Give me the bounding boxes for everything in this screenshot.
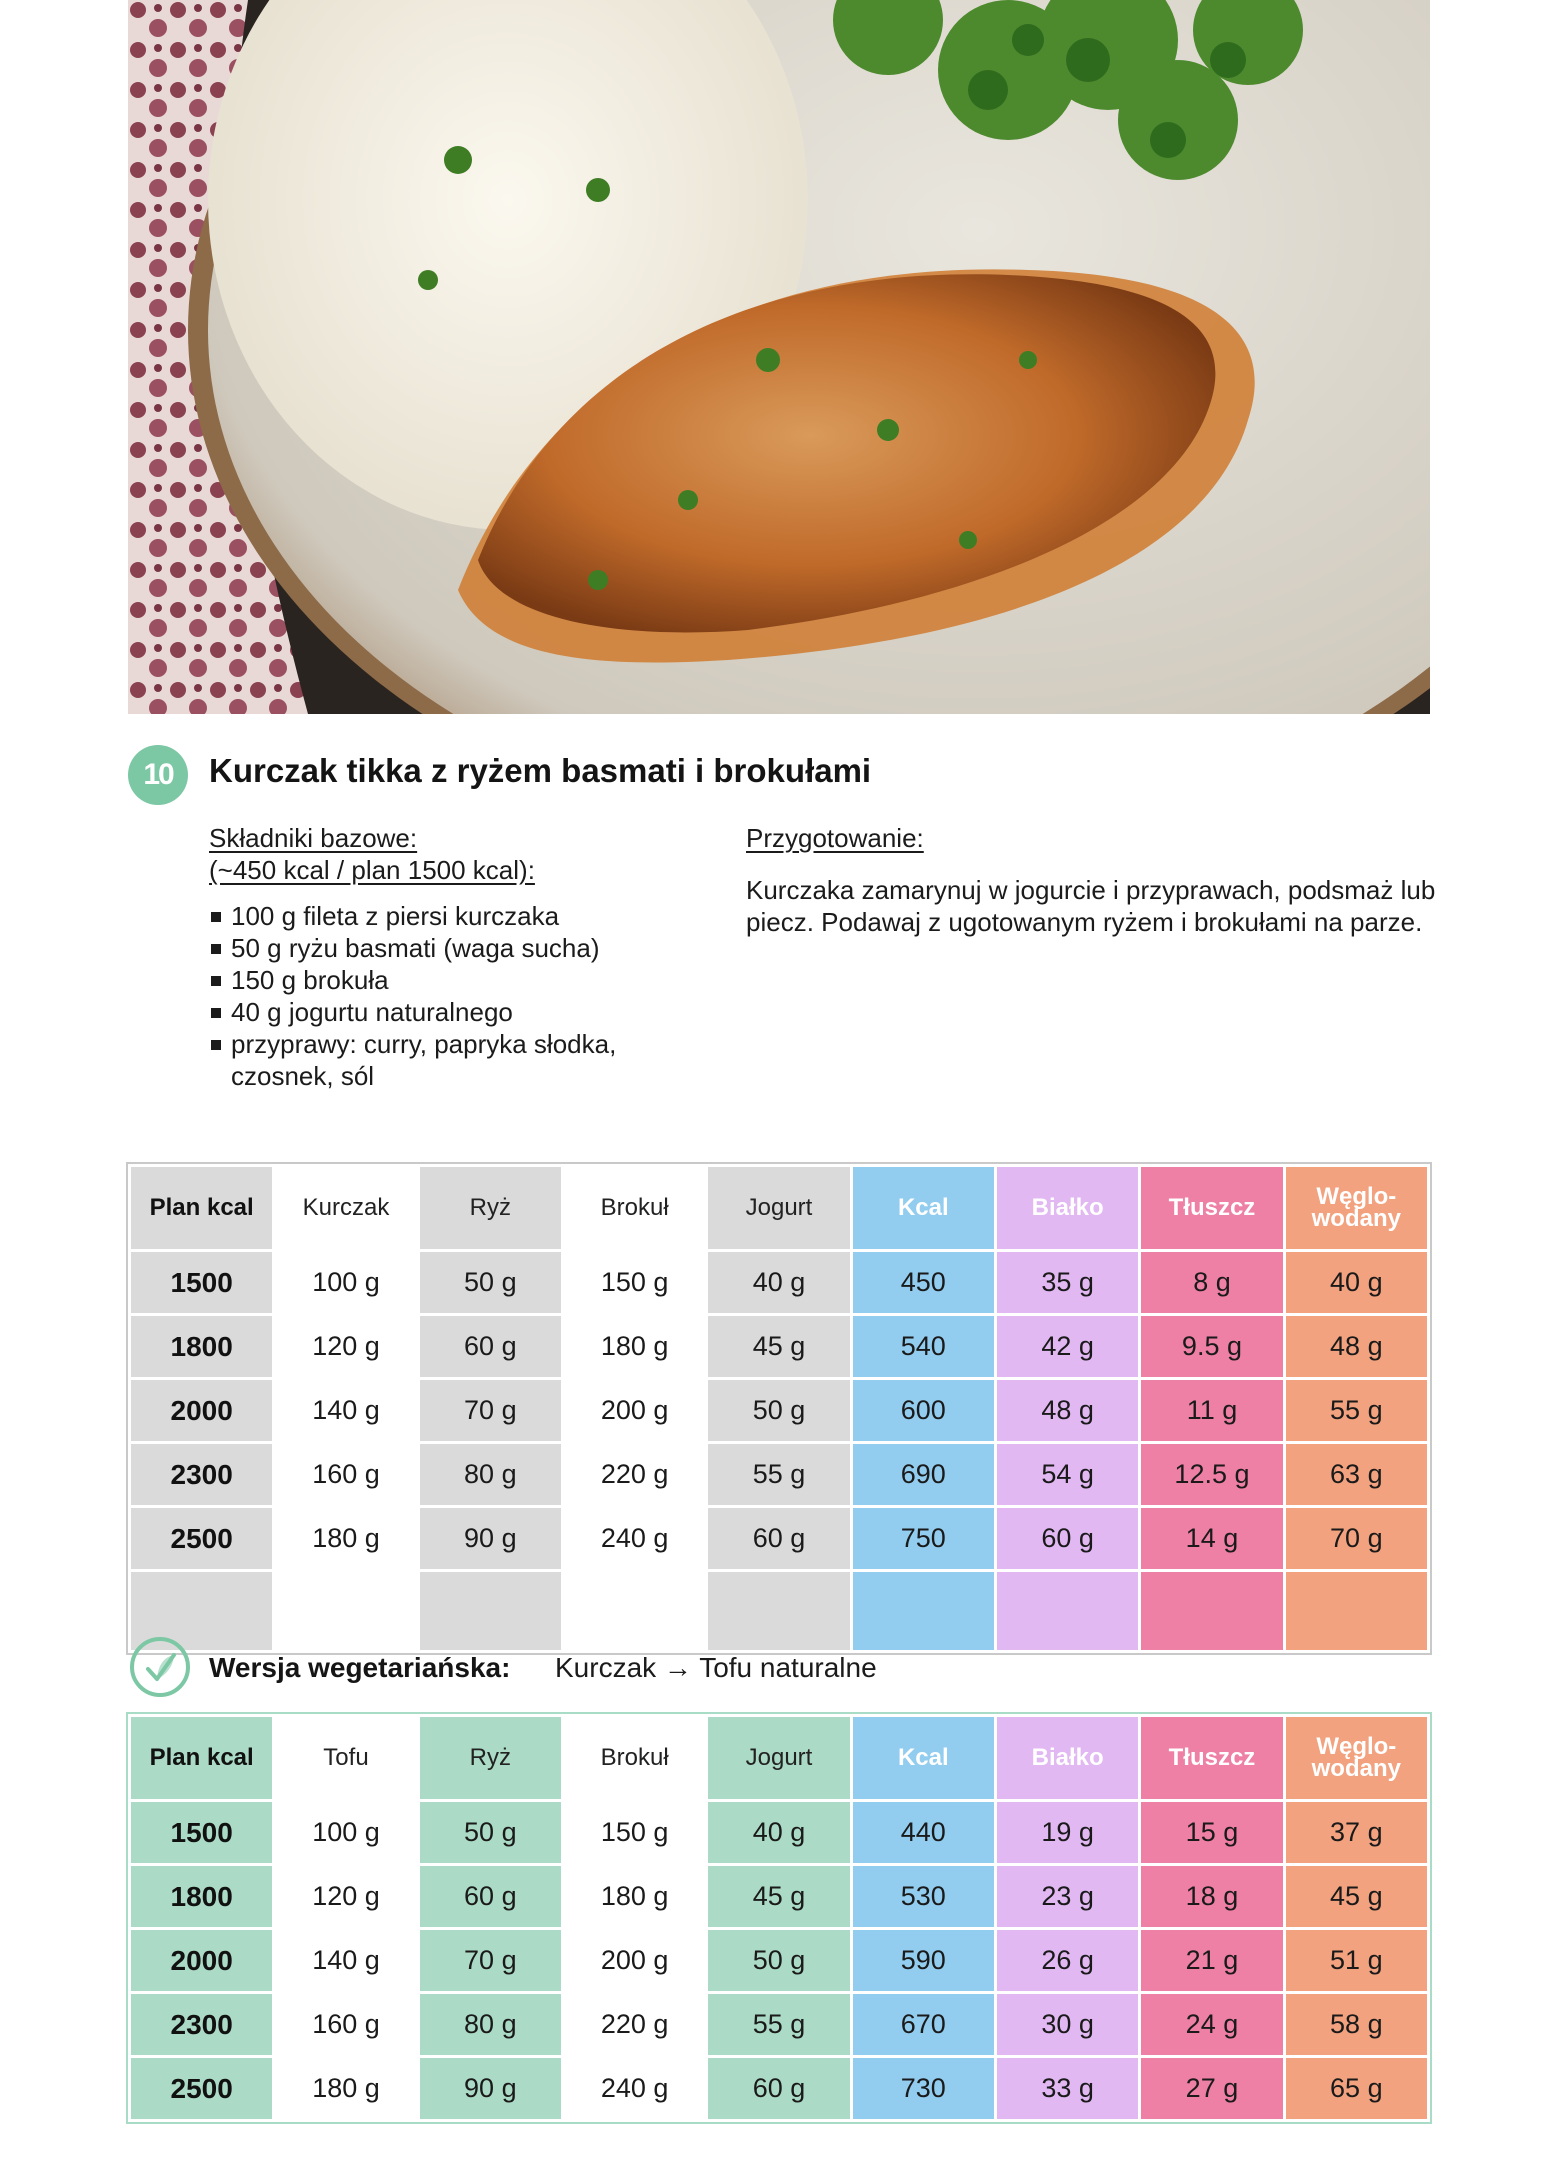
header-chicken: Kurczak (274, 1166, 418, 1251)
fat-cell: 21 g (1140, 1929, 1284, 1993)
carbs-cell: 45 g (1284, 1865, 1428, 1929)
header-protein: Białko (995, 1716, 1139, 1801)
protein-cell: 26 g (995, 1929, 1139, 1993)
header-rice: Ryż (418, 1166, 562, 1251)
chicken-tikka-plate-image (128, 0, 1430, 714)
ingredients-list (209, 900, 709, 1092)
protein-cell: 33 g (995, 2057, 1139, 2121)
tofu-cell: 160 g (274, 1993, 418, 2057)
table-row (130, 1443, 1429, 1507)
fat-cell: 11 g (1140, 1379, 1284, 1443)
ingredients-subheading: (~450 kcal / plan 1500 kcal): (209, 855, 535, 885)
chicken-cell: 180 g (274, 1507, 418, 1571)
fat-cell: 18 g (1140, 1865, 1284, 1929)
header-tofu: Tofu (274, 1716, 418, 1801)
plan-cell: 1800 (130, 1865, 274, 1929)
header-carbs-line1: Węglo- (1316, 1733, 1397, 1760)
portions-table (128, 1164, 1430, 1653)
kcal-cell: 590 (851, 1929, 995, 1993)
broccoli-cell: 200 g (562, 1929, 706, 1993)
preparation-text: Kurczaka zamarynuj w jogurcie i przyprawach, podsmaż lub piecz. Podawaj z ugotowanym ryżem i brokułami na parze. (746, 875, 1436, 937)
table-row (130, 2057, 1429, 2121)
ingredient-item: 40 g jogurtu naturalnego (209, 996, 709, 1028)
kcal-cell: 670 (851, 1993, 995, 2057)
kcal-cell: 540 (851, 1315, 995, 1379)
ingredient-item: 50 g ryżu basmati (waga sucha) (209, 932, 709, 964)
ingredients-heading: Składniki bazowe: (209, 823, 418, 853)
yogurt-cell: 45 g (707, 1315, 851, 1379)
yogurt-cell: 60 g (707, 2057, 851, 2121)
fat-cell: 27 g (1140, 2057, 1284, 2121)
rice-cell: 50 g (418, 1801, 562, 1865)
header-carbs-line2: wodany (1311, 1755, 1401, 1782)
table-row (130, 1507, 1429, 1571)
ingredient-item: przyprawy: curry, papryka słodka, czosnek, sól (209, 1028, 701, 1092)
broccoli-cell: 200 g (562, 1379, 706, 1443)
carbs-cell: 58 g (1284, 1993, 1428, 2057)
kcal-cell: 530 (851, 1865, 995, 1929)
plan-cell: 1500 (130, 1801, 274, 1865)
tofu-cell: 120 g (274, 1865, 418, 1929)
kcal-cell: 600 (851, 1379, 995, 1443)
protein-cell: 19 g (995, 1801, 1139, 1865)
header-carbs (1284, 1716, 1428, 1801)
rice-cell: 90 g (418, 2057, 562, 2121)
protein-cell: 60 g (995, 1507, 1139, 1571)
ingredient-item: 150 g brokuła (209, 964, 709, 996)
table-header-row (130, 1166, 1429, 1251)
kcal-cell: 440 (851, 1801, 995, 1865)
kcal-cell: 750 (851, 1507, 995, 1571)
plan-cell: 2500 (130, 2057, 274, 2121)
vegetarian-version (128, 1635, 1430, 1701)
carbs-cell: 65 g (1284, 2057, 1428, 2121)
table-row (130, 1379, 1429, 1443)
vegetarian-label: Wersja wegetariańska: (209, 1652, 511, 1683)
protein-cell: 48 g (995, 1379, 1139, 1443)
broccoli-cell: 150 g (562, 1801, 706, 1865)
carbs-cell: 63 g (1284, 1443, 1428, 1507)
table-row (130, 1993, 1429, 2057)
table-row (130, 1315, 1429, 1379)
fat-cell: 14 g (1140, 1507, 1284, 1571)
header-rice: Ryż (418, 1716, 562, 1801)
broccoli-cell: 220 g (562, 1993, 706, 2057)
table-header-row (130, 1716, 1429, 1801)
chicken-cell: 100 g (274, 1251, 418, 1315)
plan-cell: 1500 (130, 1251, 274, 1315)
header-kcal: Kcal (851, 1716, 995, 1801)
header-plan-kcal: Plan kcal (130, 1716, 274, 1801)
yogurt-cell: 55 g (707, 1993, 851, 2057)
protein-cell: 30 g (995, 1993, 1139, 2057)
ingredients-section (209, 822, 709, 1092)
header-carbs (1284, 1166, 1428, 1251)
carbs-cell: 40 g (1284, 1251, 1428, 1315)
recipe-title: Kurczak tikka z ryżem basmati i brokułami (209, 752, 872, 789)
yogurt-cell: 60 g (707, 1507, 851, 1571)
table-row (130, 1865, 1429, 1929)
tofu-cell: 140 g (274, 1929, 418, 1993)
rice-cell: 60 g (418, 1865, 562, 1929)
plan-cell: 1800 (130, 1315, 274, 1379)
preparation-heading: Przygotowanie: (746, 823, 924, 853)
plan-cell: 2500 (130, 1507, 274, 1571)
yogurt-cell: 45 g (707, 1865, 851, 1929)
rice-cell: 80 g (418, 1443, 562, 1507)
fat-cell: 8 g (1140, 1251, 1284, 1315)
tofu-cell: 100 g (274, 1801, 418, 1865)
fat-cell: 12.5 g (1140, 1443, 1284, 1507)
broccoli-cell: 180 g (562, 1315, 706, 1379)
header-fat: Tłuszcz (1140, 1166, 1284, 1251)
fat-cell: 15 g (1140, 1801, 1284, 1865)
protein-cell: 42 g (995, 1315, 1139, 1379)
header-fat: Tłuszcz (1140, 1716, 1284, 1801)
carbs-cell: 48 g (1284, 1315, 1428, 1379)
header-broccoli: Brokuł (562, 1716, 706, 1801)
header-carbs-line2: wodany (1311, 1205, 1401, 1232)
broccoli-cell: 240 g (562, 2057, 706, 2121)
yogurt-cell: 50 g (707, 1929, 851, 1993)
recipe-photo (128, 0, 1430, 714)
vegetarian-substitution: Kurczak → Tofu naturalne (555, 1652, 877, 1683)
yogurt-cell: 40 g (707, 1801, 851, 1865)
broccoli-cell: 180 g (562, 1865, 706, 1929)
rice-cell: 90 g (418, 1507, 562, 1571)
recipe-number-badge: 10 (128, 745, 188, 805)
protein-cell: 35 g (995, 1251, 1139, 1315)
header-kcal: Kcal (851, 1166, 995, 1251)
header-yogurt: Jogurt (707, 1716, 851, 1801)
rice-cell: 50 g (418, 1251, 562, 1315)
protein-cell: 23 g (995, 1865, 1139, 1929)
protein-cell: 54 g (995, 1443, 1139, 1507)
plan-cell: 2000 (130, 1379, 274, 1443)
broccoli-cell: 240 g (562, 1507, 706, 1571)
kcal-cell: 450 (851, 1251, 995, 1315)
fat-cell: 9.5 g (1140, 1315, 1284, 1379)
kcal-cell: 690 (851, 1443, 995, 1507)
rice-cell: 80 g (418, 1993, 562, 2057)
yogurt-cell: 50 g (707, 1379, 851, 1443)
table-row (130, 1801, 1429, 1865)
plan-cell: 2300 (130, 1993, 274, 2057)
chicken-cell: 160 g (274, 1443, 418, 1507)
broccoli-cell: 150 g (562, 1251, 706, 1315)
header-plan-kcal: Plan kcal (130, 1166, 274, 1251)
carbs-cell: 55 g (1284, 1379, 1428, 1443)
vegetarian-leaf-icon (128, 1635, 192, 1699)
carbs-cell: 37 g (1284, 1801, 1428, 1865)
carbs-cell: 70 g (1284, 1507, 1428, 1571)
fat-cell: 24 g (1140, 1993, 1284, 2057)
preparation-section (746, 822, 1446, 938)
plan-cell: 2000 (130, 1929, 274, 1993)
tofu-cell: 180 g (274, 2057, 418, 2121)
ingredient-item: 100 g fileta z piersi kurczaka (209, 900, 709, 932)
yogurt-cell: 40 g (707, 1251, 851, 1315)
plan-cell: 2300 (130, 1443, 274, 1507)
table-row (130, 1929, 1429, 1993)
header-broccoli: Brokuł (562, 1166, 706, 1251)
carbs-cell: 51 g (1284, 1929, 1428, 1993)
yogurt-cell: 55 g (707, 1443, 851, 1507)
vegetarian-portions-table (128, 1714, 1430, 2122)
kcal-cell: 730 (851, 2057, 995, 2121)
table-row (130, 1251, 1429, 1315)
header-carbs-line1: Węglo- (1316, 1183, 1397, 1210)
header-protein: Białko (995, 1166, 1139, 1251)
broccoli-cell: 220 g (562, 1443, 706, 1507)
rice-cell: 60 g (418, 1315, 562, 1379)
rice-cell: 70 g (418, 1379, 562, 1443)
chicken-cell: 120 g (274, 1315, 418, 1379)
chicken-cell: 140 g (274, 1379, 418, 1443)
rice-cell: 70 g (418, 1929, 562, 1993)
header-yogurt: Jogurt (707, 1166, 851, 1251)
